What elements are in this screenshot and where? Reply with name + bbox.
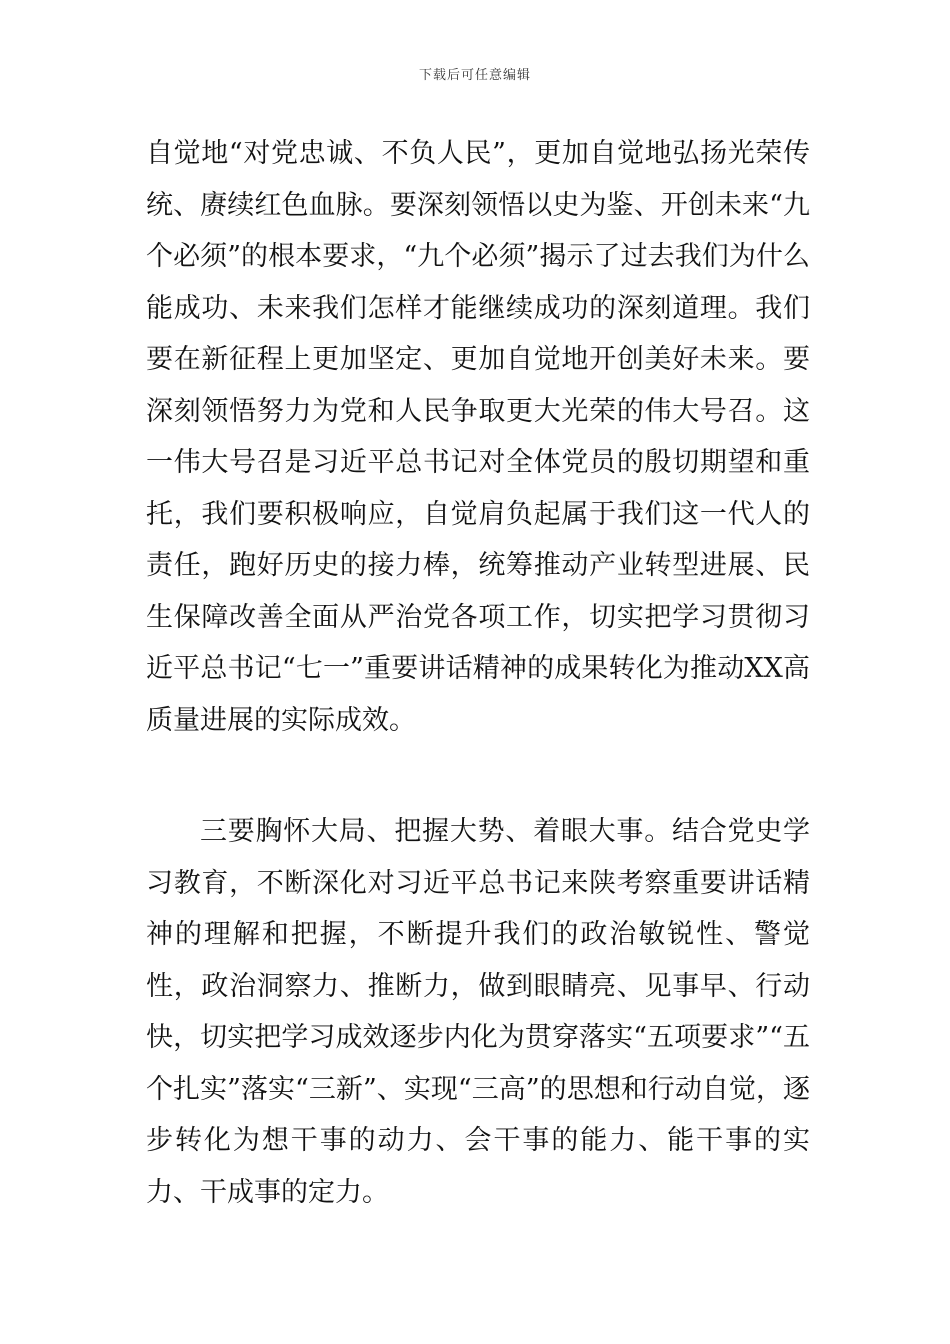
document-body xyxy=(146,128,810,1218)
paragraph-gap xyxy=(146,746,810,806)
page-header: 下载后可任意编辑 xyxy=(418,68,531,83)
paragraph-continuation: 自觉地“对党忠诚、不负人民”，更加自觉地弘扬光荣传统、赓续红色血脉。要深刻领悟以史为鉴、开创未来“九个必须”的根本要求，“九个必须”揭示了过去我们为什么能成功、未来我们怎样才能继续成功的深刻道理。我们要在新征程上更加坚定、更加自觉地开创美好未来。要深刻领悟努力为党和人民争取更大光荣的伟大号召。这一伟大号召是习近平总书记对全体党员的殷切期望和重托，我们要积极响应，自觉肩负起属于我们这一代人的责任，跑好历史的接力棒，统筹推动产业转型进展、民生保障改善全面从严治党各项工作，切实把学习贯彻习近平总书记“七一”重要讲话精神的成果转化为推动XX高质量进展的实际成效。 xyxy=(146,138,810,736)
paragraph-three-requirements: 三要胸怀大局、把握大势、着眼大事。结合党史学习教育，不断深化对习近平总书记来陕考察重要讲话精神的理解和把握，不断提升我们的政治敏锐性、警觉性，政治洞察力、推断力，做到眼睛亮、见事早、行动快，切实把学习成效逐步内化为贯穿落实“五项要求”“五个扎实”落实“三新”、实现“三高”的思想和行动自觉，逐步转化为想干事的动力、会干事的能力、能干事的实力、干成事的定力。 xyxy=(146,816,810,1208)
